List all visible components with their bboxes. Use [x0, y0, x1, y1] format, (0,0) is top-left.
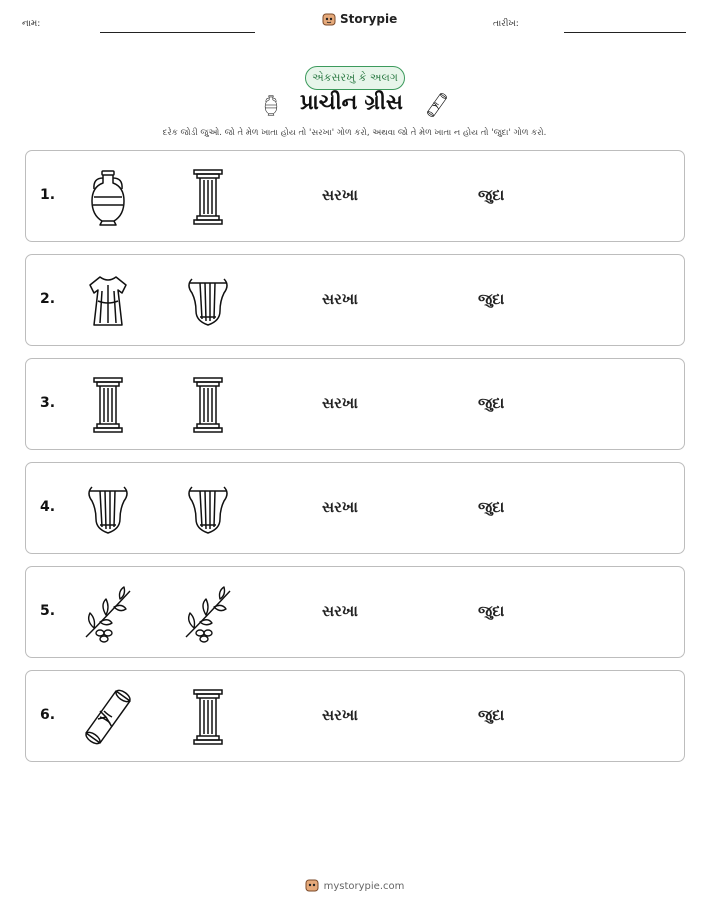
worksheet-header — [0, 0, 709, 50]
same-option[interactable]: સરખા — [322, 706, 358, 724]
title-row — [0, 88, 709, 124]
lyre-icon — [178, 271, 238, 331]
different-option[interactable]: જુદા — [478, 706, 505, 724]
column-icon — [178, 687, 238, 747]
row-number: 6. — [40, 707, 56, 723]
row-number: 1. — [40, 187, 56, 203]
name-field-line[interactable] — [100, 32, 255, 33]
exercise-row — [25, 670, 685, 762]
exercise-row — [25, 358, 685, 450]
exercise-row — [25, 462, 685, 554]
same-option[interactable]: સરખા — [322, 498, 358, 516]
row-number: 4. — [40, 499, 56, 515]
amphora-icon — [78, 167, 138, 227]
footer-url[interactable]: mystorypie.com — [323, 881, 405, 892]
page-title: પ્રાચીન ગ્રીસ — [300, 90, 403, 114]
scroll-icon — [78, 687, 138, 747]
row-number: 3. — [40, 395, 56, 411]
name-label: નામ: — [22, 19, 41, 29]
different-option[interactable]: જુદા — [478, 602, 505, 620]
row-number: 5. — [40, 603, 56, 619]
column-icon — [178, 167, 238, 227]
tunic-icon — [78, 271, 138, 331]
same-option[interactable]: સરખા — [322, 394, 358, 412]
different-option[interactable]: જુદા — [478, 186, 505, 204]
date-label: તારીખ: — [493, 19, 519, 29]
column-icon — [178, 375, 238, 435]
olive-branch-icon — [178, 583, 238, 643]
date-field-line[interactable] — [564, 32, 686, 33]
different-option[interactable]: જુદા — [478, 394, 505, 412]
row-number: 2. — [40, 291, 56, 307]
brand — [322, 12, 397, 26]
exercise-list — [25, 150, 685, 774]
exercise-row — [25, 566, 685, 658]
same-option[interactable]: સરખા — [322, 186, 358, 204]
different-option[interactable]: જુદા — [478, 498, 505, 516]
instructions: દરેક જોડી જુઓ. જો તે મેળ ખાતા હોય તો 'સરખા' ગોળ કરો, અથવા જો તે મેળ ખાતા ન હોય તો 'જુદા' ગોળ કરો. — [162, 128, 547, 138]
worksheet-type-badge: એકસરખું કે અલગ — [305, 66, 405, 90]
lyre-icon — [78, 479, 138, 539]
same-option[interactable]: સરખા — [322, 290, 358, 308]
exercise-row — [25, 150, 685, 242]
exercise-row — [25, 254, 685, 346]
different-option[interactable]: જુદા — [478, 290, 505, 308]
same-option[interactable]: સરખા — [322, 602, 358, 620]
scroll-icon — [424, 90, 450, 124]
storypie-logo-icon — [322, 12, 336, 26]
olive-branch-icon — [78, 583, 138, 643]
amphora-icon — [260, 90, 282, 124]
column-icon — [78, 375, 138, 435]
storypie-logo-icon — [305, 878, 319, 895]
footer — [0, 878, 709, 895]
brand-name: Storypie — [340, 12, 398, 26]
lyre-icon — [178, 479, 238, 539]
